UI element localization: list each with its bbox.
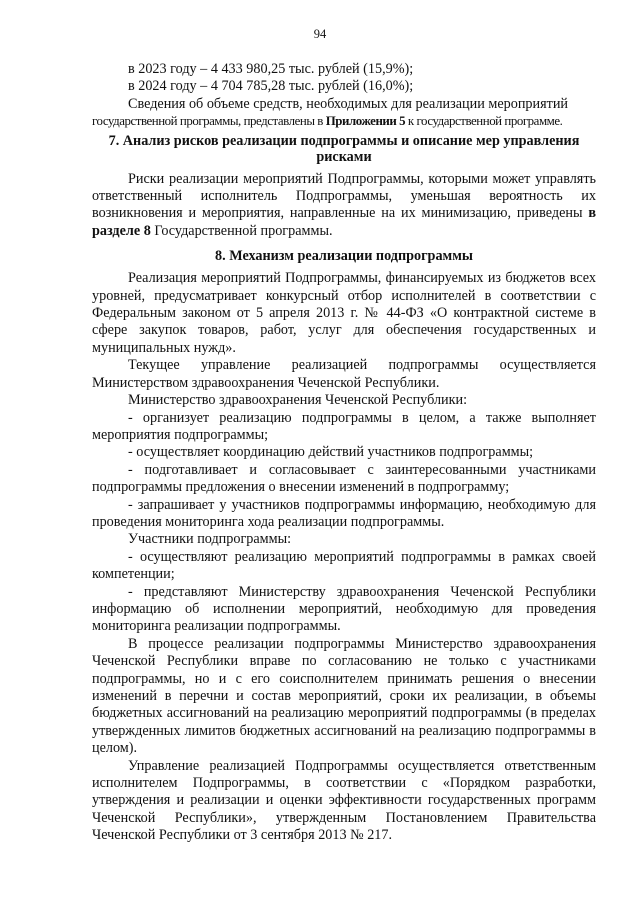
appendix-reference: Приложении 5 — [325, 114, 406, 129]
participants-item: - осуществляют реализацию мероприятий подпрограммы в рамках своей компетенции; — [92, 548, 596, 583]
participants-intro: Участники подпрограммы: — [128, 531, 292, 548]
funding-note-line: Сведения об объеме средств, необходимых для реализации мероприятий — [128, 95, 569, 112]
section-8-paragraph-2: Текущее управление реализацией подпрограммы осуществляется Министерством здравоохранения Чеченской Республики. — [92, 357, 596, 391]
page-number: 94 — [313, 27, 327, 41]
section-7-heading: 7. Анализ рисков реализации подпрограммы и описание мер управления рисками — [108, 132, 580, 165]
participants-item: - представляют Министерству здравоохранения Чеченской Республики информацию об исполнении мероприятий, необходимую для проведения мониторинга реализации подпрограммы. — [92, 583, 596, 635]
funding-2024-line: в 2024 году – 4 704 785,28 тыс. рублей (16,0%); — [128, 78, 414, 95]
section-7-text: Риски реализации мероприятий Подпрограммы, которыми может управлять ответственный исполнитель Подпрограммы, уменьшая вероятность их возникновения и мероприятия, направленные на их минимизацию, приведены в разделе 8 Государственной программы. — [92, 170, 596, 239]
funding-note-reference: государственной программы, представлены в Приложении 5 к государственной программе. — [92, 114, 563, 129]
section-8-paragraph-3: В процессе реализации подпрограммы Министерство здравоохранения Чеченской Республики вправе по согласованию не только с участниками подпрограммы, но и с его соисполнителем принимать решения о внесении изменений в перечни и состав мероприятий, сроки их реализации, в объемы бюджетных ассигнований на реализацию мероприятий подпрограммы (в пределах утвержденных лимитов бюджетных ассигнований на реализацию подпрограммы в целом). — [92, 635, 596, 757]
section-reference: в разделе 8 — [92, 205, 596, 239]
section-8-paragraph-4: Управление реализацией Подпрограммы осуществляется ответственным исполнителем Подпрограммы, в соответствии с «Порядком разработки, утверждения и реализации и оценки эффективности государственных программ Чеченской Республики», утвержденным Постановлением Правительства Чеченской Республики от 3 сентября 2013 № 217. — [92, 757, 596, 844]
ministry-item: - осуществляет координацию действий участников подпрограммы; — [128, 444, 534, 461]
funding-2023-line: в 2023 году – 4 433 980,25 тыс. рублей (15,9%); — [128, 61, 414, 77]
ministry-item: - организует реализацию подпрограммы в целом, а также выполняет мероприятия подпрограммы; — [92, 409, 596, 443]
section-8-paragraph-1: Реализация мероприятий Подпрограммы, финансируемых из бюджетов всех уровней, предусматривает конкурсный отбор исполнителей в соответствии с Федеральным законом от 5 апреля 2013 г. № 44-ФЗ «О контрактной системе в сфере закупок товаров, работ, услуг для обеспечения государственных и муниципальных нужд». — [92, 270, 596, 356]
ministry-intro: Министерство здравоохранения Чеченской Республики: — [128, 392, 468, 409]
section-8-heading: 8. Механизм реализации подпрограммы — [215, 248, 473, 265]
ministry-item: - подготавливает и согласовывает с заинтересованными участниками подпрограммы предложения о внесении изменений в подпрограмму; — [92, 461, 596, 496]
ministry-item: - запрашивает у участников подпрограммы информацию, необходимую для проведения мониторинга хода реализации подпрограммы. — [92, 496, 596, 530]
page-content — [92, 61, 596, 845]
